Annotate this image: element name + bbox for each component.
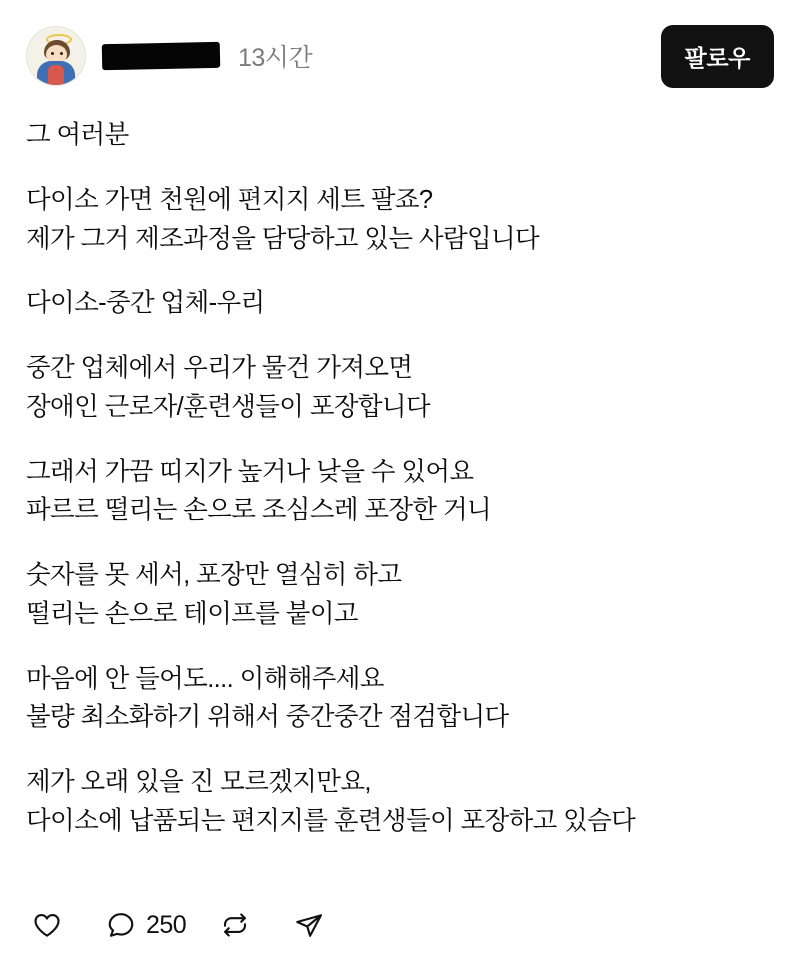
post-line: 다이소에 납품되는 편지지를 훈련생들이 포장하고 있슴다 <box>26 806 636 835</box>
post-header <box>26 18 774 94</box>
post-paragraph <box>26 660 774 738</box>
post-line: 마음에 안 들어도.... 이해해주세요 <box>26 664 384 693</box>
comment-button[interactable] <box>106 910 186 940</box>
send-icon <box>294 910 324 940</box>
post-line: 제가 오래 있을 진 모르겠지만요, <box>26 768 371 796</box>
follow-button[interactable]: 팔로우 <box>661 25 774 88</box>
post-line: 그래서 가끔 띠지가 높거나 낮을 수 있어요 <box>26 457 474 486</box>
comment-count: 250 <box>146 910 187 939</box>
username-redaction <box>102 42 221 70</box>
post-paragraph <box>26 453 774 531</box>
share-button[interactable] <box>294 910 334 940</box>
post-paragraph <box>26 349 774 427</box>
repost-button[interactable] <box>220 910 260 940</box>
post-paragraph <box>26 116 774 155</box>
avatar[interactable] <box>26 26 86 86</box>
post-paragraph <box>26 556 774 634</box>
avatar-eye-right <box>60 52 63 55</box>
post-line: 불량 최소화하기 위해서 중간중간 점검합니다 <box>26 703 509 732</box>
post-line: 파르르 떨리는 손으로 조심스레 포장한 거니 <box>26 496 492 525</box>
avatar-robe <box>48 65 64 85</box>
post-body <box>26 94 774 882</box>
comment-icon <box>106 910 136 940</box>
action-bar <box>26 882 774 968</box>
like-button[interactable] <box>32 910 72 940</box>
post-paragraph <box>26 284 774 323</box>
post-line: 숫자를 못 세서, 포장만 열심히 하고 <box>26 561 402 589</box>
post-line: 다이소-중간 업체-우리 <box>26 289 265 318</box>
repost-icon <box>220 910 250 940</box>
post-timestamp: 13시간 <box>238 44 313 72</box>
heart-icon <box>32 910 62 940</box>
post-line: 제가 그거 제조과정을 담당하고 있는 사람입니다 <box>26 224 540 253</box>
post-line: 그 여러분 <box>26 121 129 149</box>
post-line: 장애인 근로자/훈련생들이 포장합니다 <box>26 392 430 421</box>
avatar-eye-left <box>51 52 54 55</box>
post-paragraph <box>26 763 774 841</box>
post-paragraph <box>26 181 774 259</box>
post-line: 떨리는 손으로 테이프를 붙이고 <box>26 599 358 628</box>
post-line: 중간 업체에서 우리가 물건 가져오면 <box>26 354 413 382</box>
post-line: 다이소 가면 천원에 편지지 세트 팔죠? <box>26 185 433 214</box>
